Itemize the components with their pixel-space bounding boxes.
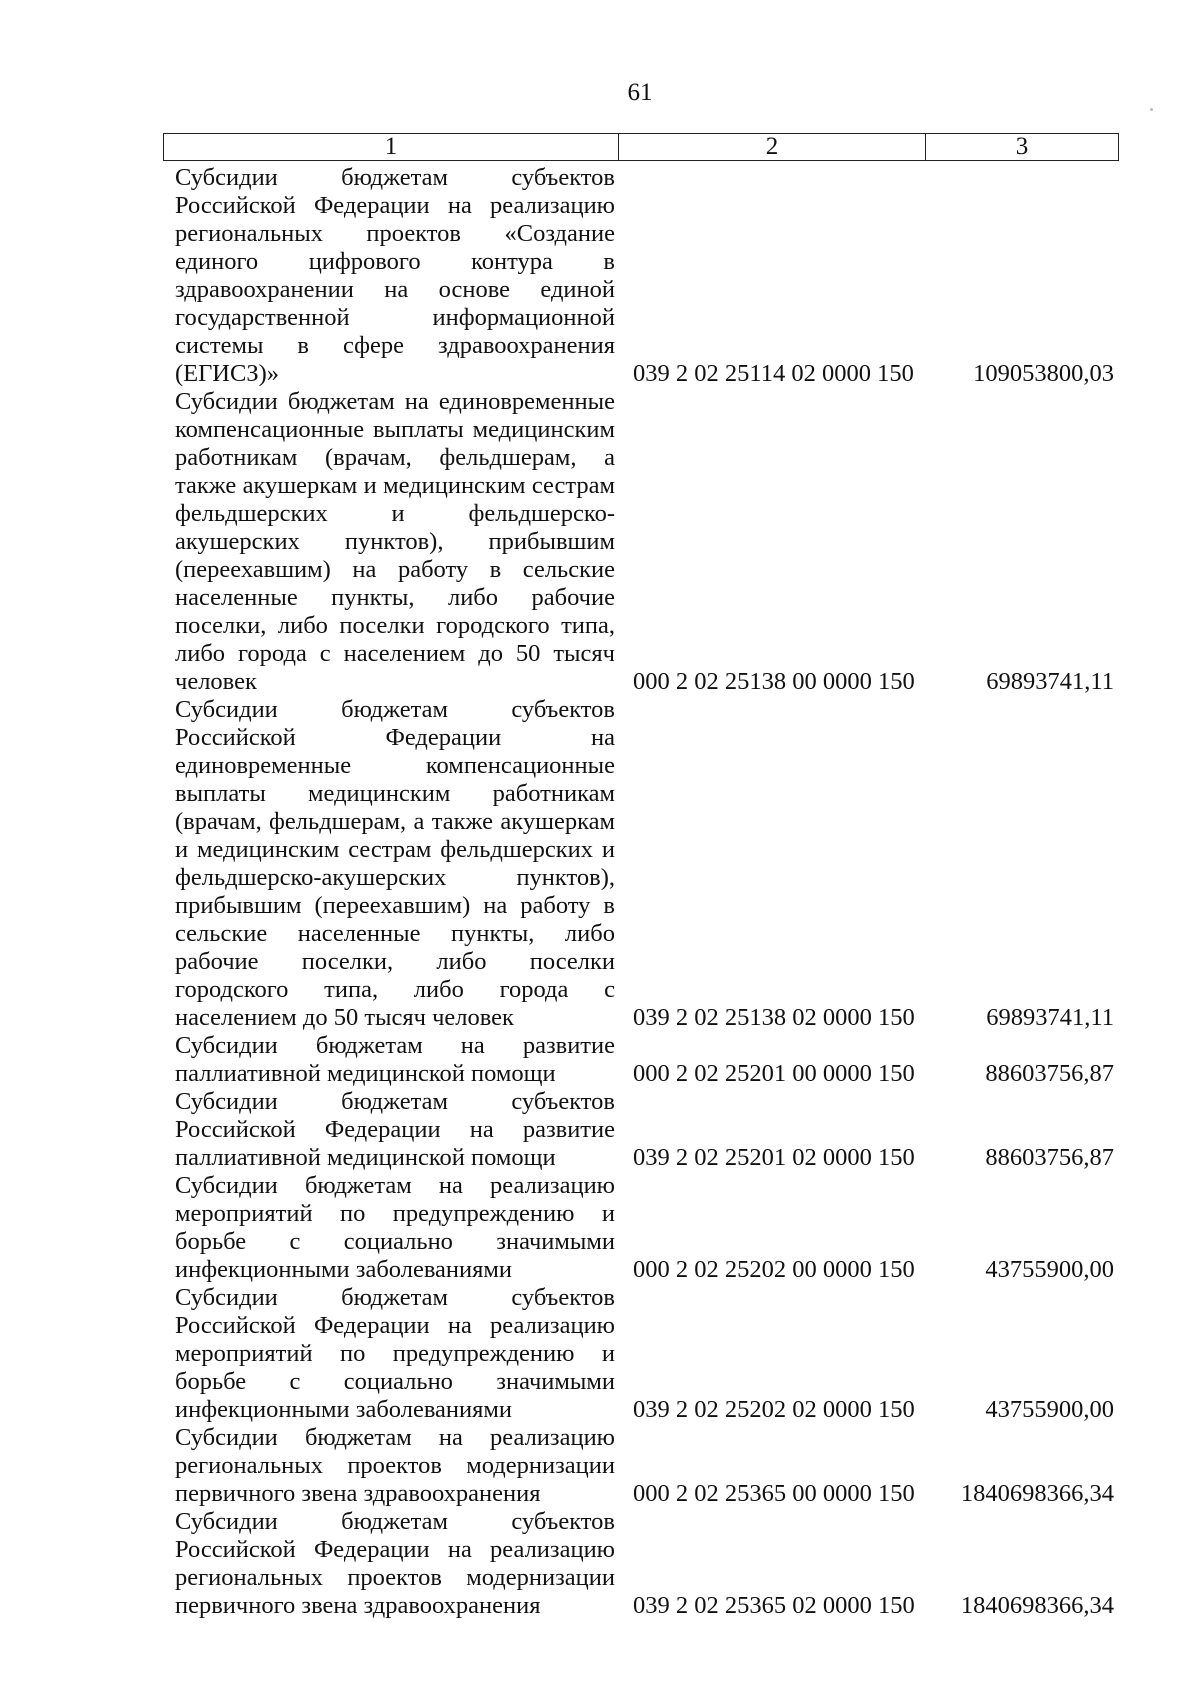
row-amount: 88603756,87 [985,1144,1114,1171]
row-code: 000 2 02 25202 00 0000 150 [633,1256,915,1283]
header-column-3: 3 [1015,133,1029,160]
row-code: 000 2 02 25365 00 0000 150 [633,1480,915,1507]
page-number: 61 [627,79,653,106]
table-row [175,1172,1120,1284]
row-amount: 1840698366,34 [960,1480,1114,1507]
row-amount: 88603756,87 [985,1060,1114,1087]
row-description: Субсидии бюджетам субъектов Российской Федерации на реализацию мероприятий по предупреждению и борьбе с социально значимыми инфекционными заболеваниями [175,1284,615,1423]
table-row [175,1032,1120,1088]
row-code: 000 2 02 25138 00 0000 150 [633,668,915,695]
table-row [175,1424,1120,1508]
row-amount: 43755900,00 [985,1256,1114,1283]
table-row [175,1088,1120,1172]
row-description: Субсидии бюджетам на реализацию мероприятий по предупреждению и борьбе с социально значимыми инфекционными заболеваниями [175,1172,615,1283]
table-row [175,1284,1120,1424]
table-row [175,388,1120,696]
row-code: 039 2 02 25201 02 0000 150 [633,1144,915,1171]
header-column-2: 2 [619,134,926,160]
row-amount: 69893741,11 [986,1004,1114,1031]
row-code: 039 2 02 25202 02 0000 150 [633,1396,915,1423]
row-description: Субсидии бюджетам на развитие паллиативной медицинской помощи [175,1032,615,1087]
scan-artifact [1150,108,1153,111]
row-code: 000 2 02 25201 00 0000 150 [633,1060,915,1087]
row-code: 039 2 02 25138 02 0000 150 [633,1004,915,1031]
row-amount: 1840698366,34 [960,1592,1114,1619]
row-description: Субсидии бюджетам субъектов Российской Федерации на развитие паллиативной медицинской помощи [175,1088,615,1171]
row-description: Субсидии бюджетам субъектов Российской Федерации на единовременные компенсационные выплаты медицинским работникам (врачам, фельдшерам, а также акушеркам и медицинским сестрам фельдшерских и фельдшерско-акушерских пунктов), прибывшим (переехавшим) на работу в сельские населенные пункты, либо рабочие поселки, либо поселки городского типа, либо города с населением до 50 тысяч человек [175,696,615,1031]
row-description: Субсидии бюджетам на реализацию региональных проектов модернизации первичного звена здравоохранения [175,1424,615,1507]
table-header [163,133,1119,161]
row-amount: 69893741,11 [986,668,1114,695]
row-code: 039 2 02 25365 02 0000 150 [633,1592,915,1619]
row-description: Субсидии бюджетам на единовременные компенсационные выплаты медицинским работникам (врачам, фельдшерам, а также акушеркам и медицинским сестрам фельдшерских и фельдшерско-акушерских пунктов), прибывшим (переехавшим) на работу в сельские населенные пункты, либо рабочие поселки, либо поселки городского типа, либо города с населением до 50 тысяч человек [175,388,615,695]
row-code: 039 2 02 25114 02 0000 150 [633,360,914,387]
row-description: Субсидии бюджетам субъектов Российской Федерации на реализацию региональных проектов модернизации первичного звена здравоохранения [175,1508,615,1619]
row-amount: 43755900,00 [985,1396,1114,1423]
row-description: Субсидии бюджетам субъектов Российской Федерации на реализацию региональных проектов «Создание единого цифрового контура в здравоохранении на основе единой государственной информационной системы в сфере здравоохранения (ЕГИСЗ)» [175,164,615,387]
header-column-1: 1 [164,134,619,160]
table-row [175,164,1120,388]
table-body [175,164,1120,1620]
table-row [175,696,1120,1032]
table-row [175,1508,1120,1620]
row-amount: 109053800,03 [973,360,1114,387]
